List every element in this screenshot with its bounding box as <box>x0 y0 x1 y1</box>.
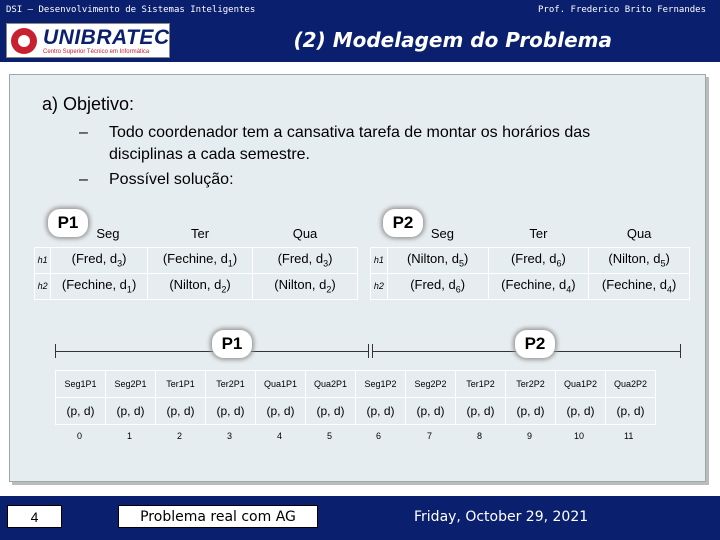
schedule-cell: (Fechine, $d_4$) <box>589 273 690 299</box>
schedule-row <box>35 247 358 273</box>
slot-value: (p, d) <box>506 398 556 425</box>
professor-name: Prof. Frederico Brito Fernandes <box>538 5 706 15</box>
bullet-dash: – <box>79 171 88 188</box>
row-label: h2 <box>371 273 388 299</box>
slot-value: (p, d) <box>206 398 256 425</box>
top-bar <box>0 0 720 20</box>
schedule-row <box>371 247 690 273</box>
schedule-cell: (Fred, $d_6$) <box>488 247 589 273</box>
logo-name: UNIBRATEC <box>43 26 170 49</box>
course-title: DSI – Desenvolvimento de Sistemas Inteligentes <box>6 5 256 15</box>
logo-circle-icon <box>11 28 37 54</box>
timeline-tick <box>55 344 56 358</box>
slot-index: 8 <box>477 431 483 441</box>
slide-header <box>0 20 720 62</box>
footer-bar <box>0 496 720 540</box>
schedule-cell: (Fechine, $d_4$) <box>488 273 589 299</box>
slot-value: (p, d) <box>56 398 106 425</box>
timeline-p2-badge: P2 <box>515 330 555 358</box>
timeline-tick <box>372 344 373 358</box>
schedule-row <box>35 273 358 299</box>
slot-name: Seg2P2 <box>406 371 456 398</box>
slot-index: 3 <box>227 431 233 441</box>
slot-index: 2 <box>177 431 183 441</box>
slide-title: (2) Modelagem do Problema <box>293 28 612 52</box>
day-header: Seg <box>96 226 120 242</box>
slot-value: (p, d) <box>356 398 406 425</box>
schedule-cell: (Fechine, $d_1$) <box>148 247 253 273</box>
bullet-1 <box>79 122 679 166</box>
p2-badge: P2 <box>383 209 423 237</box>
bullet-dash: – <box>79 124 88 141</box>
timeline-tick <box>680 344 681 358</box>
logo-tagline: Centro Superior Técnico em Informática <box>43 49 150 55</box>
slot-name: Ter1P1 <box>156 371 206 398</box>
unibratec-logo <box>6 23 170 58</box>
timeline-p1-line <box>55 351 368 352</box>
row-label: h1 <box>371 247 388 273</box>
slot-values-row <box>56 398 656 425</box>
schedule-p2-table <box>370 221 690 300</box>
slot-index: 9 <box>527 431 533 441</box>
schedule-cell: (Nilton, $d_5$) <box>589 247 690 273</box>
bullet-2-text: Possível solução: <box>109 171 234 188</box>
schedule-cell: (Nilton, $d_2$) <box>148 273 253 299</box>
schedule-cell: (Fred, $d_3$) <box>253 247 358 273</box>
slot-index: 7 <box>427 431 433 441</box>
footer-date: Friday, October 29, 2021 <box>414 509 589 525</box>
slot-name: Seg2P1 <box>106 371 156 398</box>
slot-name: Ter1P2 <box>456 371 506 398</box>
footer-subtitle: Problema real com AG <box>118 505 318 528</box>
slot-value: (p, d) <box>156 398 206 425</box>
chromosome-table <box>55 370 656 425</box>
bullet-1-line-2: disciplinas a cada semestre. <box>109 146 310 163</box>
slot-name: Qua2P1 <box>306 371 356 398</box>
row-label: h1 <box>35 247 51 273</box>
slot-name: Ter2P2 <box>506 371 556 398</box>
day-header: Ter <box>190 226 210 242</box>
schedule-cell: (Fred, $d_6$) <box>387 273 488 299</box>
bullet-1-line-1: Todo coordenador tem a cansativa tarefa de montar os horários das <box>109 124 591 141</box>
slot-name: Qua1P2 <box>556 371 606 398</box>
slot-index: 11 <box>624 431 634 441</box>
slot-name: Seg1P2 <box>356 371 406 398</box>
slot-value: (p, d) <box>306 398 356 425</box>
day-header: Qua <box>626 226 652 242</box>
slot-value: (p, d) <box>406 398 456 425</box>
slot-name: Qua2P2 <box>606 371 656 398</box>
slot-index: 6 <box>376 431 382 441</box>
slot-value: (p, d) <box>606 398 656 425</box>
slot-value: (p, d) <box>556 398 606 425</box>
slot-index: 1 <box>127 431 133 441</box>
row-label: h2 <box>35 273 51 299</box>
day-header: Qua <box>292 226 318 242</box>
page-number: 4 <box>7 505 62 528</box>
slot-name: Ter2P1 <box>206 371 256 398</box>
slot-name: Qua1P1 <box>256 371 306 398</box>
slot-index: 5 <box>327 431 333 441</box>
day-header: Ter <box>529 226 548 242</box>
bullet-2 <box>79 169 679 191</box>
slot-index: 10 <box>574 431 585 441</box>
slot-value: (p, d) <box>256 398 306 425</box>
timeline-p1-badge: P1 <box>212 330 252 358</box>
slot-value: (p, d) <box>456 398 506 425</box>
schedule-cell: (Fred, $d_3$) <box>51 247 148 273</box>
p1-badge: P1 <box>48 209 88 237</box>
schedule-cell: (Fechine, $d_1$) <box>51 273 148 299</box>
slot-name: Seg1P1 <box>56 371 106 398</box>
slot-index: 4 <box>277 431 283 441</box>
slot-index: 0 <box>77 431 83 441</box>
timeline-tick <box>368 344 369 358</box>
slot-value: (p, d) <box>106 398 156 425</box>
schedule-cell: (Nilton, $d_2$) <box>253 273 358 299</box>
schedule-row <box>371 273 690 299</box>
slot-names-row <box>56 371 656 398</box>
schedule-p1-table <box>34 221 358 300</box>
objetivo-heading: a) Objetivo: <box>42 94 135 114</box>
day-header: Seg <box>430 226 455 242</box>
schedule-cell: (Nilton, $d_5$) <box>387 247 488 273</box>
